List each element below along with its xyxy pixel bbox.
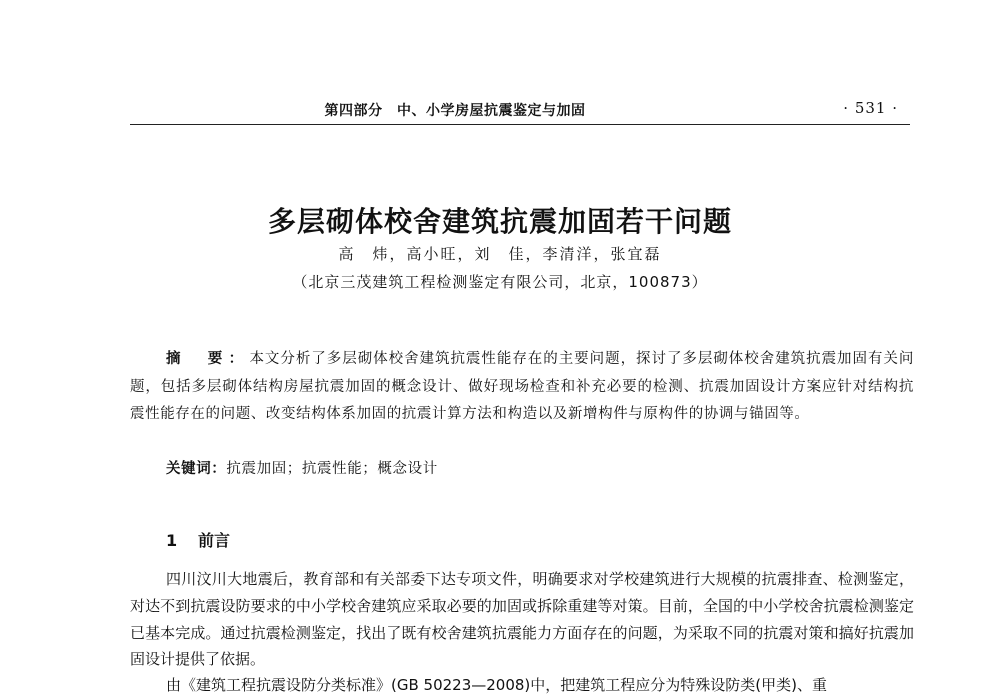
article-authors: 高 炜，高小旺，刘 佳，李清洋，张宜磊 — [338, 245, 662, 263]
header-section-title: 第四部分 中、小学房屋抗震鉴定与加固 — [324, 103, 586, 119]
abstract-label: 摘 要： — [166, 351, 250, 367]
article-title: 多层砌体校舍建筑抗震加固若干问题 — [267, 205, 732, 238]
section-paragraph: 四川汶川大地震后，教育部和有关部委下达专项文件，明确要求对学校建筑进行大规模的抗震排查、检测鉴定，对达不到抗震设防要求的中小学校舍建筑应采取必要的加固或拆除重建等对策。目前，全国的中小学校舍抗震检测鉴定已基本完成。通过抗震检测鉴定，找出了既有校舍建筑抗震能力方面存在的问题，为采取不同的抗震对策和搞好抗震加固设计提供了依据。 — [130, 570, 914, 669]
page-number: · 531 · — [843, 99, 898, 117]
keywords-label: 关键词： — [166, 461, 227, 477]
article-affiliation: （北京三茂建筑工程检测鉴定有限公司，北京，100873） — [292, 273, 708, 291]
section-title: 前言 — [198, 531, 231, 550]
truncated-line-text: 由《建筑工程抗震设防分类标准》(GB 50223—2008)中，把建筑工程应分为特殊设防类(甲类)、重 — [166, 676, 827, 694]
keywords-text: 抗震加固；抗震性能；概念设计 — [226, 461, 438, 477]
section-heading — [166, 528, 230, 551]
abstract — [130, 346, 914, 429]
abstract-text: 本文分析了多层砌体校舍建筑抗震性能存在的主要问题，探讨了多层砌体校舍建筑抗震加固有关问题，包括多层砌体结构房屋抗震加固的概念设计、做好现场检查和补充必要的检测、抗震加固设计方案应针对结构抗震性能存在的问题、改变结构体系加固的抗震计算方法和构造以及新增构件与原构件的协调与锚固等。 — [130, 351, 914, 423]
running-header — [130, 96, 910, 125]
section-number: 1 — [166, 531, 178, 550]
truncated-next-line — [130, 673, 914, 694]
keywords — [166, 457, 438, 478]
